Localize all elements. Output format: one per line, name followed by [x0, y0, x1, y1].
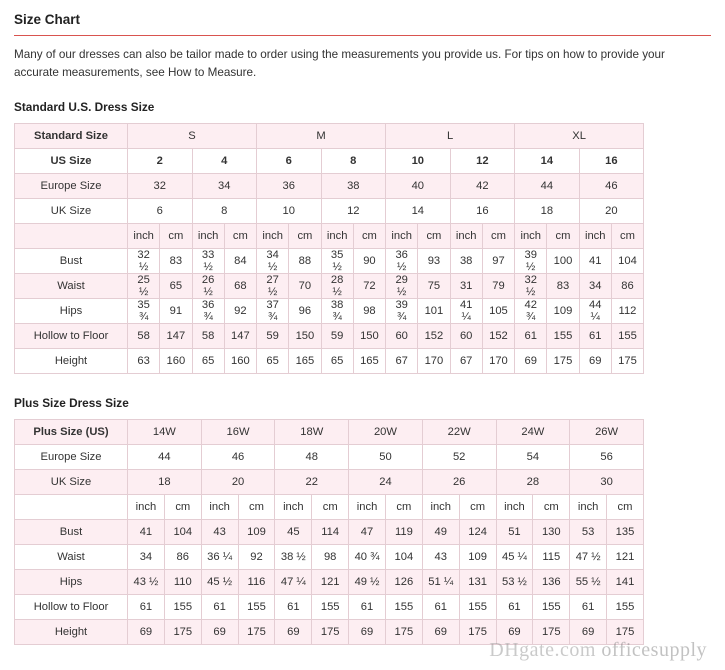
cell: 51 — [496, 520, 533, 545]
cell: 38 ¾ — [321, 299, 353, 324]
cell: 109 — [459, 545, 496, 570]
table-row — [15, 420, 644, 445]
cell: 83 — [547, 274, 579, 299]
cell: 175 — [607, 620, 644, 645]
unit-cell: inch — [257, 224, 289, 249]
cell: 16 — [579, 149, 644, 174]
plus-size-22w: 22W — [422, 420, 496, 445]
unit-cell: cm — [607, 495, 644, 520]
cell: 150 — [289, 324, 321, 349]
cell: 126 — [385, 570, 422, 595]
cell: 116 — [238, 570, 275, 595]
table-row — [15, 595, 644, 620]
table-row — [15, 470, 644, 495]
section-spacer — [14, 374, 711, 396]
cell: 136 — [533, 570, 570, 595]
cell: 55 ½ — [570, 570, 607, 595]
unit-cell: inch — [422, 495, 459, 520]
cell: 155 — [533, 595, 570, 620]
cell: 79 — [482, 274, 514, 299]
cell: 34 — [579, 274, 611, 299]
cell: 4 — [192, 149, 257, 174]
cell: 155 — [547, 324, 579, 349]
cell: 38 — [321, 174, 386, 199]
cell: 36 ¼ — [201, 545, 238, 570]
unit-cell: inch — [201, 495, 238, 520]
cell: 61 — [496, 595, 533, 620]
row-label-hollow-to-floor: Hollow to Floor — [15, 595, 128, 620]
cell: 43 — [201, 520, 238, 545]
row-label-height: Height — [15, 620, 128, 645]
cell: 16 — [450, 199, 515, 224]
cell: 109 — [238, 520, 275, 545]
plus-size-header-label: Plus Size (US) — [15, 420, 128, 445]
cell: 160 — [160, 349, 192, 374]
unit-cell: inch — [515, 224, 547, 249]
cell: 33 ½ — [192, 249, 224, 274]
unit-cell: cm — [312, 495, 349, 520]
cell: 10 — [386, 149, 451, 174]
cell: 37 ¾ — [257, 299, 289, 324]
cell: 121 — [607, 545, 644, 570]
cell: 58 — [128, 324, 160, 349]
cell: 67 — [386, 349, 418, 374]
plus-size-20w: 20W — [349, 420, 423, 445]
title-divider — [14, 35, 711, 36]
cell: 20 — [579, 199, 644, 224]
cell: 147 — [160, 324, 192, 349]
cell: 40 — [386, 174, 451, 199]
cell: 110 — [164, 570, 201, 595]
cell: 96 — [289, 299, 321, 324]
cell: 36 — [257, 174, 322, 199]
cell: 165 — [353, 349, 385, 374]
cell: 121 — [312, 570, 349, 595]
table-row — [15, 124, 644, 149]
row-label-hollow-to-floor: Hollow to Floor — [15, 324, 128, 349]
cell: 47 — [349, 520, 386, 545]
unit-cell: cm — [459, 495, 496, 520]
cell: 69 — [275, 620, 312, 645]
cell: 69 — [422, 620, 459, 645]
cell: 104 — [385, 545, 422, 570]
cell: 70 — [289, 274, 321, 299]
cell: 60 — [386, 324, 418, 349]
standard-unit-row — [15, 224, 644, 249]
table-row — [15, 520, 644, 545]
cell: 109 — [547, 299, 579, 324]
cell: 26 ½ — [192, 274, 224, 299]
cell: 155 — [385, 595, 422, 620]
cell: 100 — [547, 249, 579, 274]
row-label-uk-size: UK Size — [15, 470, 128, 495]
cell: 34 ½ — [257, 249, 289, 274]
cell: 29 ½ — [386, 274, 418, 299]
cell: 112 — [611, 299, 643, 324]
unit-cell: cm — [547, 224, 579, 249]
row-label-bust: Bust — [15, 520, 128, 545]
group-header-xl: XL — [515, 124, 644, 149]
page-title: Size Chart — [14, 12, 81, 27]
unit-cell: inch — [275, 495, 312, 520]
standard-size-table — [14, 123, 644, 374]
table-row — [15, 545, 644, 570]
cell: 119 — [385, 520, 422, 545]
cell: 72 — [353, 274, 385, 299]
cell: 114 — [312, 520, 349, 545]
cell: 67 — [450, 349, 482, 374]
unit-cell: cm — [611, 224, 643, 249]
cell: 175 — [238, 620, 275, 645]
cell: 92 — [224, 299, 256, 324]
watermark-shop: officesupply — [601, 639, 707, 661]
cell: 41 — [579, 249, 611, 274]
row-label-hips: Hips — [15, 570, 128, 595]
unit-cell: inch — [192, 224, 224, 249]
cell: 69 — [349, 620, 386, 645]
cell: 65 — [321, 349, 353, 374]
cell: 115 — [533, 545, 570, 570]
cell: 44 — [128, 445, 202, 470]
cell: 8 — [321, 149, 386, 174]
cell: 130 — [533, 520, 570, 545]
cell: 59 — [257, 324, 289, 349]
cell: 51 ¼ — [422, 570, 459, 595]
cell: 98 — [353, 299, 385, 324]
cell: 42 — [450, 174, 515, 199]
cell: 41 — [128, 520, 165, 545]
cell: 152 — [482, 324, 514, 349]
cell: 150 — [353, 324, 385, 349]
watermark-brand: DHgate.com — [489, 639, 596, 661]
cell: 165 — [289, 349, 321, 374]
cell: 18 — [515, 199, 580, 224]
unit-cell: cm — [353, 224, 385, 249]
cell: 65 — [192, 349, 224, 374]
cell: 32 ½ — [128, 249, 160, 274]
unit-cell: inch — [349, 495, 386, 520]
cell: 36 ½ — [386, 249, 418, 274]
cell: 152 — [418, 324, 450, 349]
cell: 92 — [238, 545, 275, 570]
cell: 124 — [459, 520, 496, 545]
cell: 34 — [128, 545, 165, 570]
cell: 45 ½ — [201, 570, 238, 595]
cell: 28 — [496, 470, 570, 495]
row-label-hips: Hips — [15, 299, 128, 324]
standard-size-header-label: Standard Size — [15, 124, 128, 149]
cell: 69 — [515, 349, 547, 374]
cell: 43 ½ — [128, 570, 165, 595]
cell: 101 — [418, 299, 450, 324]
cell: 53 ½ — [496, 570, 533, 595]
cell: 75 — [418, 274, 450, 299]
plus-size-24w: 24W — [496, 420, 570, 445]
cell: 88 — [289, 249, 321, 274]
cell: 65 — [257, 349, 289, 374]
unit-cell: inch — [579, 224, 611, 249]
plus-section-title: Plus Size Dress Size — [14, 396, 129, 411]
table-row — [15, 299, 644, 324]
cell: 60 — [450, 324, 482, 349]
cell: 155 — [238, 595, 275, 620]
unit-cell: inch — [570, 495, 607, 520]
table-row — [15, 445, 644, 470]
cell: 45 ¼ — [496, 545, 533, 570]
cell: 50 — [349, 445, 423, 470]
cell: 155 — [312, 595, 349, 620]
row-label-uk-size: UK Size — [15, 199, 128, 224]
cell: 175 — [611, 349, 643, 374]
cell: 8 — [192, 199, 257, 224]
unit-cell: inch — [128, 495, 165, 520]
cell: 61 — [570, 595, 607, 620]
cell: 32 — [128, 174, 193, 199]
table-row — [15, 199, 644, 224]
table-row — [15, 174, 644, 199]
cell: 25 ½ — [128, 274, 160, 299]
cell: 59 — [321, 324, 353, 349]
cell: 52 — [422, 445, 496, 470]
cell: 69 — [496, 620, 533, 645]
plus-size-26w: 26W — [570, 420, 644, 445]
cell: 12 — [321, 199, 386, 224]
unit-cell: cm — [533, 495, 570, 520]
cell: 30 — [570, 470, 644, 495]
plus-size-14w: 14W — [128, 420, 202, 445]
cell: 141 — [607, 570, 644, 595]
unit-cell: cm — [160, 224, 192, 249]
cell: 155 — [611, 324, 643, 349]
cell: 98 — [312, 545, 349, 570]
unit-cell: cm — [224, 224, 256, 249]
cell: 175 — [312, 620, 349, 645]
cell: 68 — [224, 274, 256, 299]
cell: 32 ½ — [515, 274, 547, 299]
cell: 39 ½ — [515, 249, 547, 274]
cell: 27 ½ — [257, 274, 289, 299]
cell: 6 — [128, 199, 193, 224]
cell: 61 — [275, 595, 312, 620]
row-label-us-size: US Size — [15, 149, 128, 174]
group-header-l: L — [386, 124, 515, 149]
table-row — [15, 149, 644, 174]
cell: 69 — [579, 349, 611, 374]
plus-size-table — [14, 419, 644, 645]
group-header-s: S — [128, 124, 257, 149]
cell: 35 ½ — [321, 249, 353, 274]
cell: 38 — [450, 249, 482, 274]
cell: 86 — [164, 545, 201, 570]
cell: 22 — [275, 470, 349, 495]
unit-cell: cm — [238, 495, 275, 520]
row-label-europe-size: Europe Size — [15, 445, 128, 470]
cell: 104 — [164, 520, 201, 545]
cell: 14 — [386, 199, 451, 224]
cell: 105 — [482, 299, 514, 324]
cell: 20 — [201, 470, 275, 495]
intro-text: Many of our dresses can also be tailor made to order using the measurements you provide us. For tips on how to provide your accurate measurements, see How to Measure. — [14, 48, 665, 80]
cell: 91 — [160, 299, 192, 324]
cell: 39 ¾ — [386, 299, 418, 324]
cell: 90 — [353, 249, 385, 274]
cell: 56 — [570, 445, 644, 470]
cell: 49 ½ — [349, 570, 386, 595]
cell: 48 — [275, 445, 349, 470]
cell: 47 ¼ — [275, 570, 312, 595]
cell: 58 — [192, 324, 224, 349]
cell: 83 — [160, 249, 192, 274]
unit-cell: cm — [385, 495, 422, 520]
cell: 155 — [607, 595, 644, 620]
table-row — [15, 620, 644, 645]
cell: 69 — [201, 620, 238, 645]
table-row — [15, 570, 644, 595]
cell: 147 — [224, 324, 256, 349]
cell: 46 — [201, 445, 275, 470]
table-row — [15, 249, 644, 274]
cell: 45 — [275, 520, 312, 545]
cell: 38 ½ — [275, 545, 312, 570]
unit-cell: cm — [418, 224, 450, 249]
cell: 6 — [257, 149, 322, 174]
cell: 40 ¾ — [349, 545, 386, 570]
cell: 24 — [349, 470, 423, 495]
cell: 53 — [570, 520, 607, 545]
plus-size-16w: 16W — [201, 420, 275, 445]
unit-cell: inch — [128, 224, 160, 249]
cell: 44 — [515, 174, 580, 199]
cell: 135 — [607, 520, 644, 545]
row-label-height: Height — [15, 349, 128, 374]
cell: 34 — [192, 174, 257, 199]
cell: 65 — [160, 274, 192, 299]
cell: 131 — [459, 570, 496, 595]
cell: 61 — [422, 595, 459, 620]
cell: 155 — [164, 595, 201, 620]
cell: 175 — [164, 620, 201, 645]
cell: 44 ¼ — [579, 299, 611, 324]
table-row — [15, 349, 644, 374]
cell: 42 ¾ — [515, 299, 547, 324]
cell: 14 — [515, 149, 580, 174]
cell: 104 — [611, 249, 643, 274]
cell: 63 — [128, 349, 160, 374]
cell: 175 — [547, 349, 579, 374]
unit-cell: cm — [289, 224, 321, 249]
cell: 61 — [579, 324, 611, 349]
group-header-m: M — [257, 124, 386, 149]
cell: 61 — [128, 595, 165, 620]
cell: 61 — [515, 324, 547, 349]
cell: 41 ¼ — [450, 299, 482, 324]
cell: 160 — [224, 349, 256, 374]
unit-cell: inch — [321, 224, 353, 249]
cell: 31 — [450, 274, 482, 299]
unit-cell: cm — [164, 495, 201, 520]
unit-cell: inch — [496, 495, 533, 520]
cell: 61 — [201, 595, 238, 620]
cell: 170 — [482, 349, 514, 374]
cell: 155 — [459, 595, 496, 620]
cell: 86 — [611, 274, 643, 299]
row-label-waist: Waist — [15, 545, 128, 570]
cell: 36 ¾ — [192, 299, 224, 324]
cell: 47 ½ — [570, 545, 607, 570]
cell: 26 — [422, 470, 496, 495]
row-label-bust: Bust — [15, 249, 128, 274]
cell: 46 — [579, 174, 644, 199]
cell: 12 — [450, 149, 515, 174]
cell: 28 ½ — [321, 274, 353, 299]
cell: 2 — [128, 149, 193, 174]
cell: 175 — [533, 620, 570, 645]
cell: 170 — [418, 349, 450, 374]
cell: 49 — [422, 520, 459, 545]
table-row — [15, 324, 644, 349]
cell: 10 — [257, 199, 322, 224]
cell: 175 — [459, 620, 496, 645]
cell: 54 — [496, 445, 570, 470]
cell: 61 — [349, 595, 386, 620]
unit-cell: inch — [386, 224, 418, 249]
cell: 93 — [418, 249, 450, 274]
unit-row-label — [15, 224, 128, 249]
cell: 84 — [224, 249, 256, 274]
unit-row-label — [15, 495, 128, 520]
table-row — [15, 274, 644, 299]
row-label-europe-size: Europe Size — [15, 174, 128, 199]
cell: 69 — [570, 620, 607, 645]
plus-unit-row — [15, 495, 644, 520]
cell: 175 — [385, 620, 422, 645]
cell: 18 — [128, 470, 202, 495]
plus-size-18w: 18W — [275, 420, 349, 445]
unit-cell: cm — [482, 224, 514, 249]
cell: 69 — [128, 620, 165, 645]
cell: 43 — [422, 545, 459, 570]
cell: 97 — [482, 249, 514, 274]
cell: 35 ¾ — [128, 299, 160, 324]
row-label-waist: Waist — [15, 274, 128, 299]
standard-section-title: Standard U.S. Dress Size — [14, 100, 155, 115]
unit-cell: inch — [450, 224, 482, 249]
